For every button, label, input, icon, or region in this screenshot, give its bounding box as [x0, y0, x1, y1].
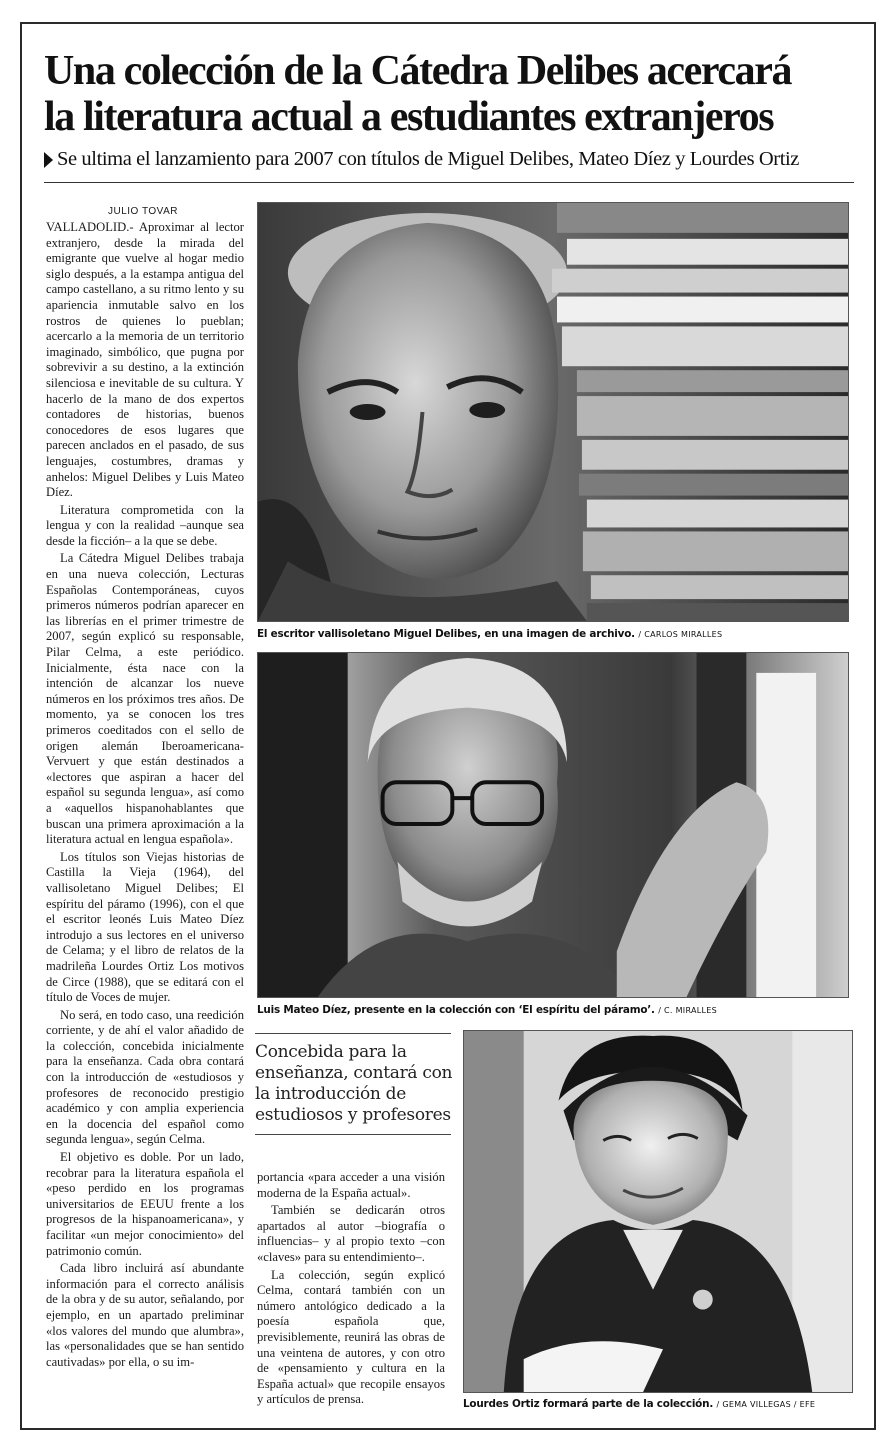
paragraph: La Cátedra Miguel Delibes trabaja en una nueva colección, Lecturas Españolas Contemporáneas, cuyos primeros números podrían aparecer en las librerías en el primer trimestre de 2007, según explicó su responsable, Pilar Celma, a este periódico. Inicialmente, ésta nace con la intención de alcanzar los nueve números en los próximos tres años. De momento, ya se conocen los tres primeros coeditados con el sello de origen alemán Iberoamericana-Vervuert y que están destinados a «lectores que aspiran a hacer del español su segunda lengua», así como a «aquellos hispanohablantes que buscan una primera aproximación a la literatura actual en lengua española». [46, 551, 244, 847]
paragraph: portancia «para acceder a una visión moderna de la España actual». [257, 1170, 445, 1200]
photo-credit: / C. MIRALLES [658, 1006, 718, 1015]
paragraph: Literatura comprometida con la lengua y con la realidad –aunque sea desde la ficción– a la que se debe. [46, 502, 244, 548]
paragraph: Cada libro incluirá así abundante información para el correcto análisis de la obra y de su autor, señalando, por ejemplo, en un apartado preliminar «los valores del mundo que alumbra», las «personalidades que se han sentido cautivadas» por ella, o su im- [46, 1261, 244, 1369]
headline-line-2: la literatura actual a estudiantes extranjeros [44, 94, 774, 140]
subhead-divider [44, 182, 854, 183]
photo-luis-mateo-diez [257, 652, 849, 998]
paragraph: Los títulos son Viejas historias de Castilla la Vieja (1964), del vallisoletano Miguel Delibes; El espíritu del páramo (1996), con el que el escritor leonés Luis Mateo Díez introdujo a sus lectores en el universo de Celama; y el libro de relatos de la madrileña Lourdes Ortiz Los motivos de Circe (1988), que se editará con el título de Voces de mujer. [46, 849, 244, 1005]
caption-photo-1 [257, 628, 722, 640]
caption-text: Lourdes Ortiz formará parte de la colección. [463, 1398, 714, 1410]
triangle-right-icon [44, 152, 53, 168]
caption-text: Luis Mateo Díez, presente en la colección con ‘El espíritu del páramo’. [257, 1004, 655, 1016]
photo-lourdes-ortiz [463, 1030, 853, 1393]
pullquote: Concebida para la enseñanza, contará con la introducción de estudiosos y profesores [255, 1042, 453, 1125]
pullquote-rule-bottom [255, 1134, 451, 1135]
caption-photo-2 [257, 1004, 717, 1016]
photo-miguel-delibes [257, 202, 849, 622]
paragraph: También se dedicarán otros apartados al autor –biografía o influencias– y al propio texto –con «claves» para su entendimiento–. [257, 1203, 445, 1264]
paragraph: No será, en todo caso, una reedición corriente, y de ahí el valor añadido de la colección, concebida inicialmente para la enseñanza. Cada obra contará con la introducción de «estudiosos y profesores de reconocido prestigio académico y con amplia experiencia en la docencia del español como segunda lengua», según Celma. [46, 1007, 244, 1147]
pullquote-rule-top [255, 1033, 451, 1034]
article-column-1 [46, 220, 244, 1420]
subheadline [44, 148, 854, 171]
paragraph: El objetivo es doble. Por un lado, recobrar para la literatura española el «peso perdido en los programas universitarios de EEUU frente a los progresos de la hispanoamericana», y facilitar «un mejor conocimiento» del patrimonio común. [46, 1150, 244, 1258]
headline-line-1: Una colección de la Cátedra Delibes acercará [44, 48, 792, 94]
article-column-2 [257, 1170, 445, 1420]
headline [44, 48, 844, 140]
byline: JULIO TOVAR [108, 206, 178, 217]
paragraph: La colección, según explicó Celma, contará también con un número antológico dedicado a la poesía española que, previsiblemente, reunirá las obras de una veintena de autores, y con otro de «pensamiento y cultura en la España actual» que recopile ensayos y artículos de prensa. [257, 1267, 445, 1407]
caption-photo-3 [463, 1398, 815, 1410]
paragraph: VALLADOLID.- Aproximar al lector extranjero, desde la mirada del emigrante que vuelve al hogar medio siglo después, a la estampa antigua del campo castellano, a su ritmo lento y su apariencia inmutable salvo en los rostros de quienes lo pueblan; acercarlo a la memoria de un territorio imaginado, simbólico, que pugna por sobrevivir a su destino, a la extinción silenciosa e inevitable de su cultura. Y hacerlo de la mano de dos expertos contadores de historias, buenos conocedores de esos lugares que parecen anclados en el pasado, de sus lenguajes, costumbres, dramas y anhelos: Miguel Delibes y Luis Mateo Díez. [46, 220, 244, 500]
photo-credit: / GEMA VILLEGAS / EFE [716, 1400, 816, 1409]
photo-credit: / CARLOS MIRALLES [638, 630, 723, 639]
subheadline-text: Se ultima el lanzamiento para 2007 con títulos de Miguel Delibes, Mateo Díez y Lourdes Ortiz [57, 148, 799, 170]
caption-text: El escritor vallisoletano Miguel Delibes, en una imagen de archivo. [257, 628, 635, 640]
